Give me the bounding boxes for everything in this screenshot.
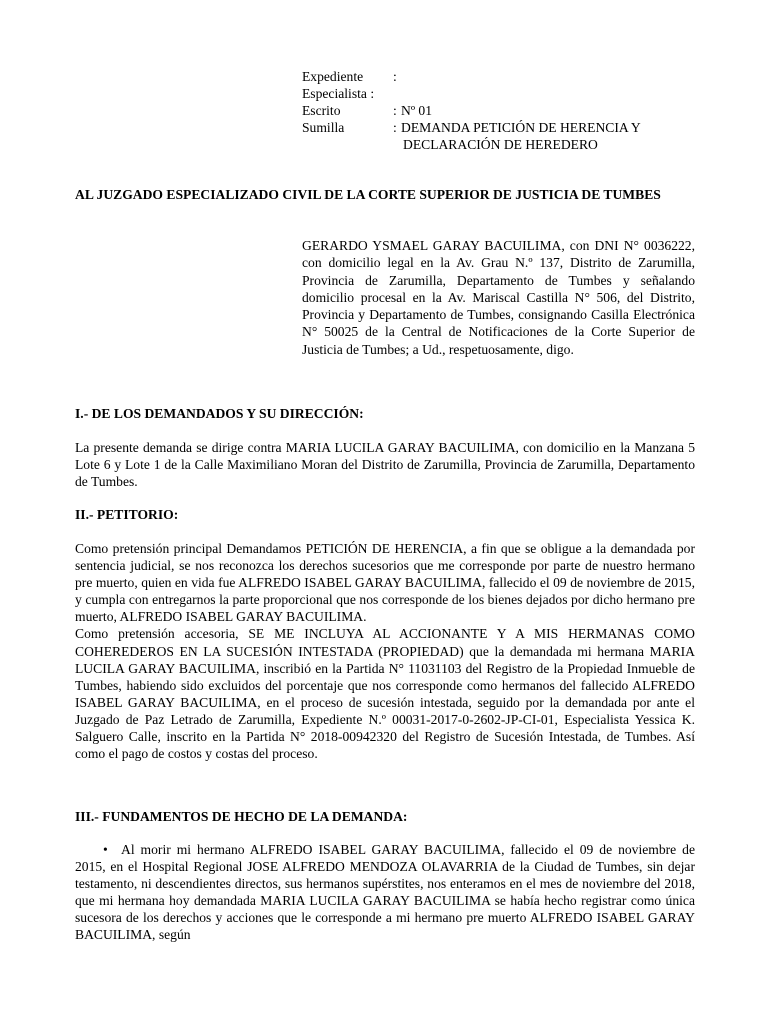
header-row-escrito — [302, 102, 722, 119]
section-body-fundamentos — [75, 841, 695, 944]
header-label: Especialista : — [302, 86, 375, 101]
sumilla-continuation: DECLARACIÓN DE HEREDERO — [403, 137, 598, 152]
case-header — [302, 68, 722, 153]
bullet-icon: • — [103, 842, 108, 857]
header-value: Nº 01 — [401, 103, 433, 118]
header-label: Expediente — [302, 69, 364, 84]
fundamentos-text: Al morir mi hermano ALFREDO ISABEL GARAY BACUILIMA, fallecido el 09 de noviembre de 2015, en el Hospital Regional JOSE ALFREDO MENDOZA OLAVARRIA de la Ciudad de Tumbes, sin dejar testamento, ni descendientes directos, sus hermanos supérstites, nos enteramos en el mes de noviembre del 2018, que mi hermana hoy demandada MARIA LUCILA GARAY BACUILIMA se había hecho registrar como única sucesora de los derechos y acciones que le corresponde a mi hermano pre muerto ALFREDO ISABEL GARAY BACUILIMA, según — [75, 842, 695, 943]
section-heading-petitorio: II.- PETITORIO: — [75, 507, 179, 522]
header-colon: : — [393, 69, 397, 84]
court-addressee: AL JUZGADO ESPECIALIZADO CIVIL DE LA CORTE SUPERIOR DE JUSTICIA DE TUMBES — [75, 187, 661, 202]
section-heading-demandados: I.- DE LOS DEMANDADOS Y SU DIRECCIÓN: — [75, 406, 364, 421]
plaintiff-intro: GERARDO YSMAEL GARAY BACUILIMA, con DNI N° 0036222, con domicilio legal en la Av. Grau N.º 137, Distrito de Zarumilla, Provincia de Zarumilla, Departamento de Tumbes y señalando domicilio procesal en la Av. Mariscal Castilla N° 506, del Distrito, Provincia y Departamento de Tumbes, consignando Casilla Electrónica N° 50025 de la Central de Notificaciones de la Corte Superior de Justicia de Tumbes; a Ud., respetuosamente, digo. — [302, 238, 695, 357]
section-body-demandados: La presente demanda se dirige contra MARIA LUCILA GARAY BACUILIMA, con domicilio en la Manzana 5 Lote 6 y Lote 1 de la Calle Maximiliano Moran del Distrito de Zarumilla, Provincia de Zarumilla, Departamento de Tumbes. — [75, 440, 695, 490]
header-colon: : — [393, 120, 397, 135]
header-label: Escrito — [302, 103, 341, 118]
header-colon: : — [393, 103, 397, 118]
header-label: Sumilla — [302, 120, 345, 135]
header-value — [401, 68, 722, 85]
header-row-sumilla — [302, 119, 722, 136]
section-heading-fundamentos: III.- FUNDAMENTOS DE HECHO DE LA DEMANDA: — [75, 809, 408, 824]
header-value — [401, 85, 722, 102]
header-row-expediente — [302, 68, 722, 85]
petitorio-principal: Como pretensión principal Demandamos PETICIÓN DE HERENCIA, a fin que se obligue a la demandada por sentencia judicial, se nos reconozca los derechos sucesorios que me corresponde por parte de nuestro hermano pre muerto, quien en vida fue ALFREDO ISABEL GARAY BACUILIMA, fallecido el 09 de noviembre de 2015, y cumpla con entregarnos la parte proporcional que nos corresponde de los bienes dejados por dicho hermano pre muerto, ALFREDO ISABEL GARAY BACUILIMA. — [75, 541, 695, 625]
section-body-petitorio — [75, 540, 695, 762]
header-colon — [393, 85, 401, 102]
header-value: DEMANDA PETICIÓN DE HERENCIA Y — [401, 120, 641, 135]
header-row-especialista — [302, 85, 722, 102]
petitorio-accesoria: Como pretensión accesoria, SE ME INCLUYA AL ACCIONANTE Y A MIS HERMANAS COMO COHEREDEROS EN LA SUCESIÓN INTESTADA (PROPIEDAD) que la demandada mi hermana MARIA LUCILA GARAY BACUILIMA, inscribió en la Partida N° 11031103 del Registro de la Propiedad Inmueble de Tumbes, habiendo sido excluidos del porcentaje que nos corresponde como hermanos del fallecido ALFREDO ISABEL GARAY BACUILIMA, en el proceso de sucesión intestada, seguido por la demandada por ante el Juzgado de Paz Letrado de Zarumilla, Expediente N.º 00031-2017-0-2602-JP-CI-01, Especialista Yessica K. Salguero Calle, inscrito en la Partida N° 2018-00942320 del Registro de Sucesión Intestada, de Tumbes. Así como el pago de costos y costas del proceso. — [75, 626, 695, 762]
